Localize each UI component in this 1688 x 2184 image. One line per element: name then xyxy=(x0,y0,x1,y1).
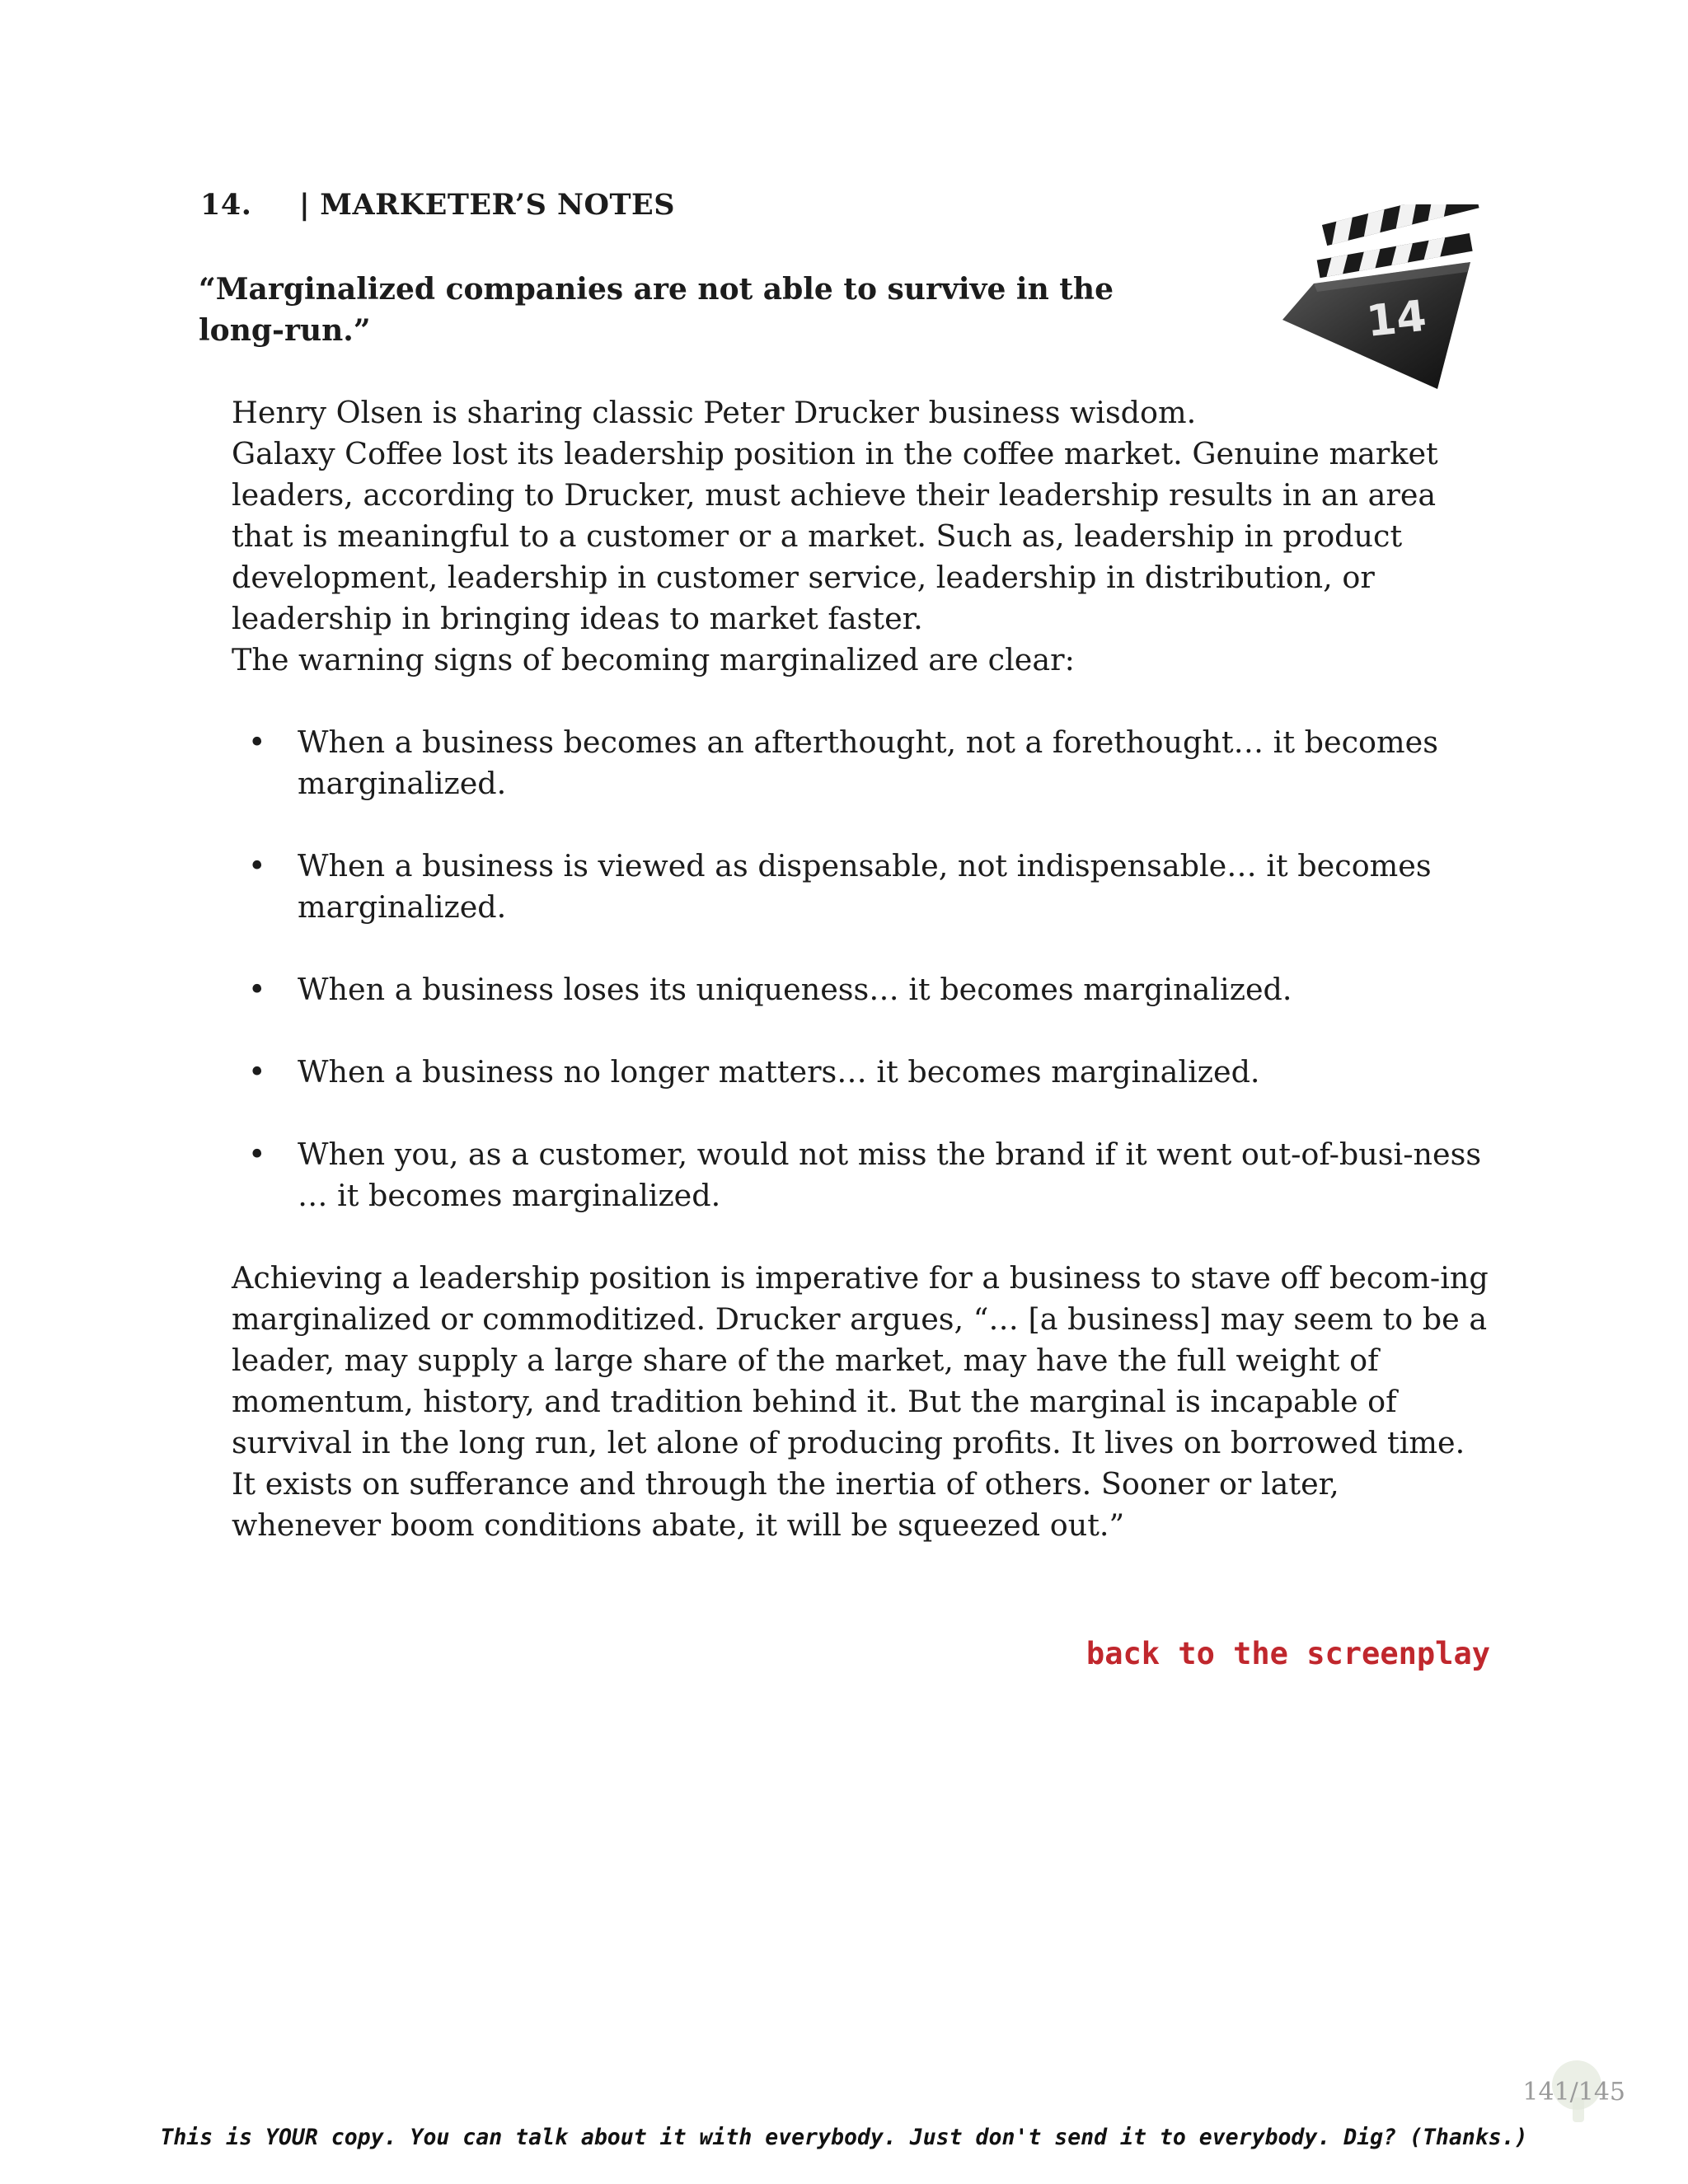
closing-paragraph: Achieving a leadership position is imperative for a business to stave off becom-ing marginalized or commoditized. Drucker argues, “… [a business] may seem to be a leader, may supply a large share of the market, may have the full weight of momentum, history, and tradition behind it. But the marginal is incapable of survival in the long run, let alone of producing profits. It lives on borrowed time. It exists on sufferance and through the inertia of others. Sooner or later, whenever boom conditions abate, it will be squeezed out.” xyxy=(232,1260,1489,1543)
list-item-text: When a business is viewed as dispensable, not indispensable… it becomes marginalized. xyxy=(298,848,1432,925)
list-item-text: When a business becomes an afterthought, not a forethought… it becomes marginalized. xyxy=(298,724,1438,801)
clapperboard-icon xyxy=(1276,204,1482,396)
bullet-icon: • xyxy=(248,972,266,1007)
intro-paragraph: Henry Olsen is sharing classic Peter Drucker business wisdom. Galaxy Coffee lost its leadership position in the coffee market. Genuine market leaders, according to Drucker, must achieve their leadership results in an area that is meaningful to a customer or a market. Such as, leadership in product development, leadership in customer service, leadership in distribution, or leadership in bringing ideas to market faster. The warning signs of becoming marginalized are clear: xyxy=(232,395,1438,677)
list-item xyxy=(232,969,1493,1010)
section-heading xyxy=(200,188,675,222)
bullet-icon: • xyxy=(248,848,266,883)
list-item xyxy=(232,1134,1493,1216)
bullet-icon: • xyxy=(248,1054,266,1090)
body-text xyxy=(232,392,1493,1546)
section-separator: | xyxy=(299,188,311,222)
list-item xyxy=(232,1052,1493,1093)
list-item-text: When a business loses its uniqueness… it becomes marginalized. xyxy=(298,972,1292,1007)
warning-signs-list xyxy=(232,722,1493,1216)
bullet-icon: • xyxy=(248,724,266,760)
back-to-screenplay-link[interactable]: back to the screenplay xyxy=(1085,1636,1490,1671)
list-item-text: When a business no longer matters… it becomes marginalized. xyxy=(298,1054,1260,1090)
page-number: 141/145 xyxy=(1522,2078,1625,2107)
list-item xyxy=(232,846,1493,928)
section-title: MARKETER’S NOTES xyxy=(320,188,676,222)
clapperboard-label: 14 xyxy=(1364,291,1429,347)
pull-quote: “Marginalized companies are not able to survive in the long-run.” xyxy=(199,272,1114,348)
footer-note: This is YOUR copy. You can talk about it with everybody. Just don't send it to everybody. Dig? (Thanks.) xyxy=(160,2125,1528,2150)
section-number: 14. xyxy=(200,188,252,222)
list-item-text: When you, as a customer, would not miss the brand if it went out-of-busi-ness … it becomes marginalized. xyxy=(298,1137,1482,1213)
bullet-icon: • xyxy=(248,1137,266,1172)
list-item xyxy=(232,722,1493,804)
